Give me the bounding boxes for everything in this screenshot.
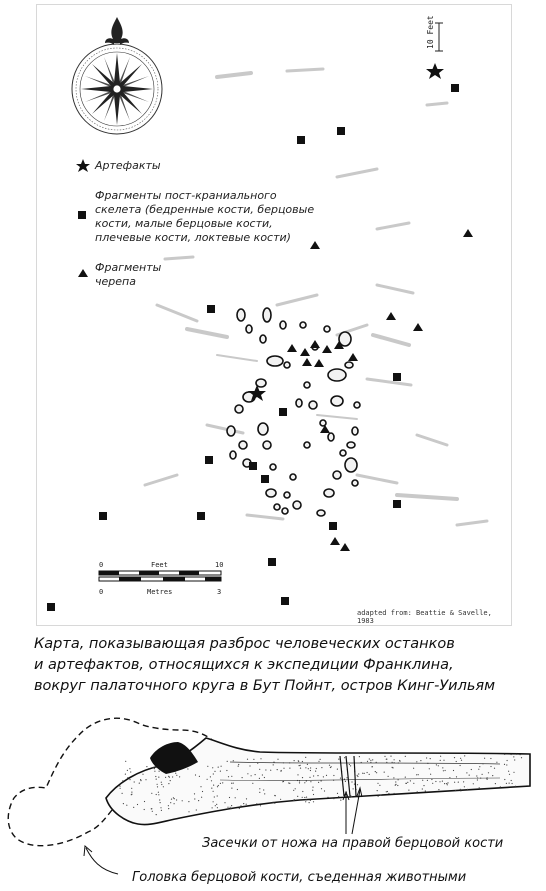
compass-rose-icon bbox=[72, 17, 162, 134]
north-scale-label: 10 Feet bbox=[426, 15, 435, 49]
skull-markers bbox=[287, 229, 473, 551]
legend-postcranial-line: скелета (бедренные кости, берцовые bbox=[95, 203, 315, 216]
scale-bar bbox=[99, 571, 221, 581]
map-credit: adapted from: Beattie & Savelle, 1983 bbox=[357, 609, 492, 625]
head-arrow bbox=[84, 846, 118, 874]
scale-max-feet: 10 bbox=[215, 561, 224, 569]
caption-line: и артефактов, относящихся к экспедиции Франклина, bbox=[34, 657, 454, 673]
scale-zero-metres: 0 bbox=[99, 588, 104, 596]
eaten-head-label: Головка берцовой кости, съеденная животными bbox=[132, 870, 467, 885]
caption-line: Карта, показывающая разброс человеческих останков bbox=[34, 636, 455, 652]
map-drawing bbox=[37, 5, 513, 627]
scale-zero-feet: 0 bbox=[99, 561, 104, 569]
legend-star-icon bbox=[76, 159, 90, 172]
tibia-illustration bbox=[0, 700, 546, 890]
north-scale-bar bbox=[426, 15, 443, 51]
legend-postcranial-line: Фрагменты пост-краниального bbox=[95, 189, 277, 202]
legend-postcranial-label bbox=[95, 189, 314, 245]
legend-postcranial-line: кости, малые берцовые кости, bbox=[95, 217, 273, 230]
legend-triangle-icon bbox=[78, 269, 88, 277]
legend-skull-line: черепа bbox=[95, 275, 136, 288]
legend-artifacts-label: Артефакты bbox=[95, 159, 161, 172]
terrain-strokes bbox=[145, 69, 487, 525]
tent-circle-stones bbox=[227, 308, 360, 516]
legend-square-icon bbox=[78, 211, 86, 219]
legend-skull-line: Фрагменты bbox=[95, 261, 162, 274]
site-map bbox=[36, 4, 512, 626]
legend-postcranial-line: плечевые кости, локтевые кости) bbox=[95, 231, 291, 244]
scale-feet-label: Feet bbox=[151, 561, 168, 569]
scale-max-metres: 3 bbox=[217, 588, 222, 596]
legend-skull-label bbox=[95, 261, 161, 289]
scale-metres-label: Metres bbox=[147, 588, 173, 596]
knife-marks-label: Засечки от ножа на правой берцовой кости bbox=[202, 836, 504, 851]
map-caption bbox=[34, 634, 534, 697]
caption-line: вокруг палаточного круга в Бут Пойнт, остров Кинг-Уильям bbox=[34, 678, 496, 694]
